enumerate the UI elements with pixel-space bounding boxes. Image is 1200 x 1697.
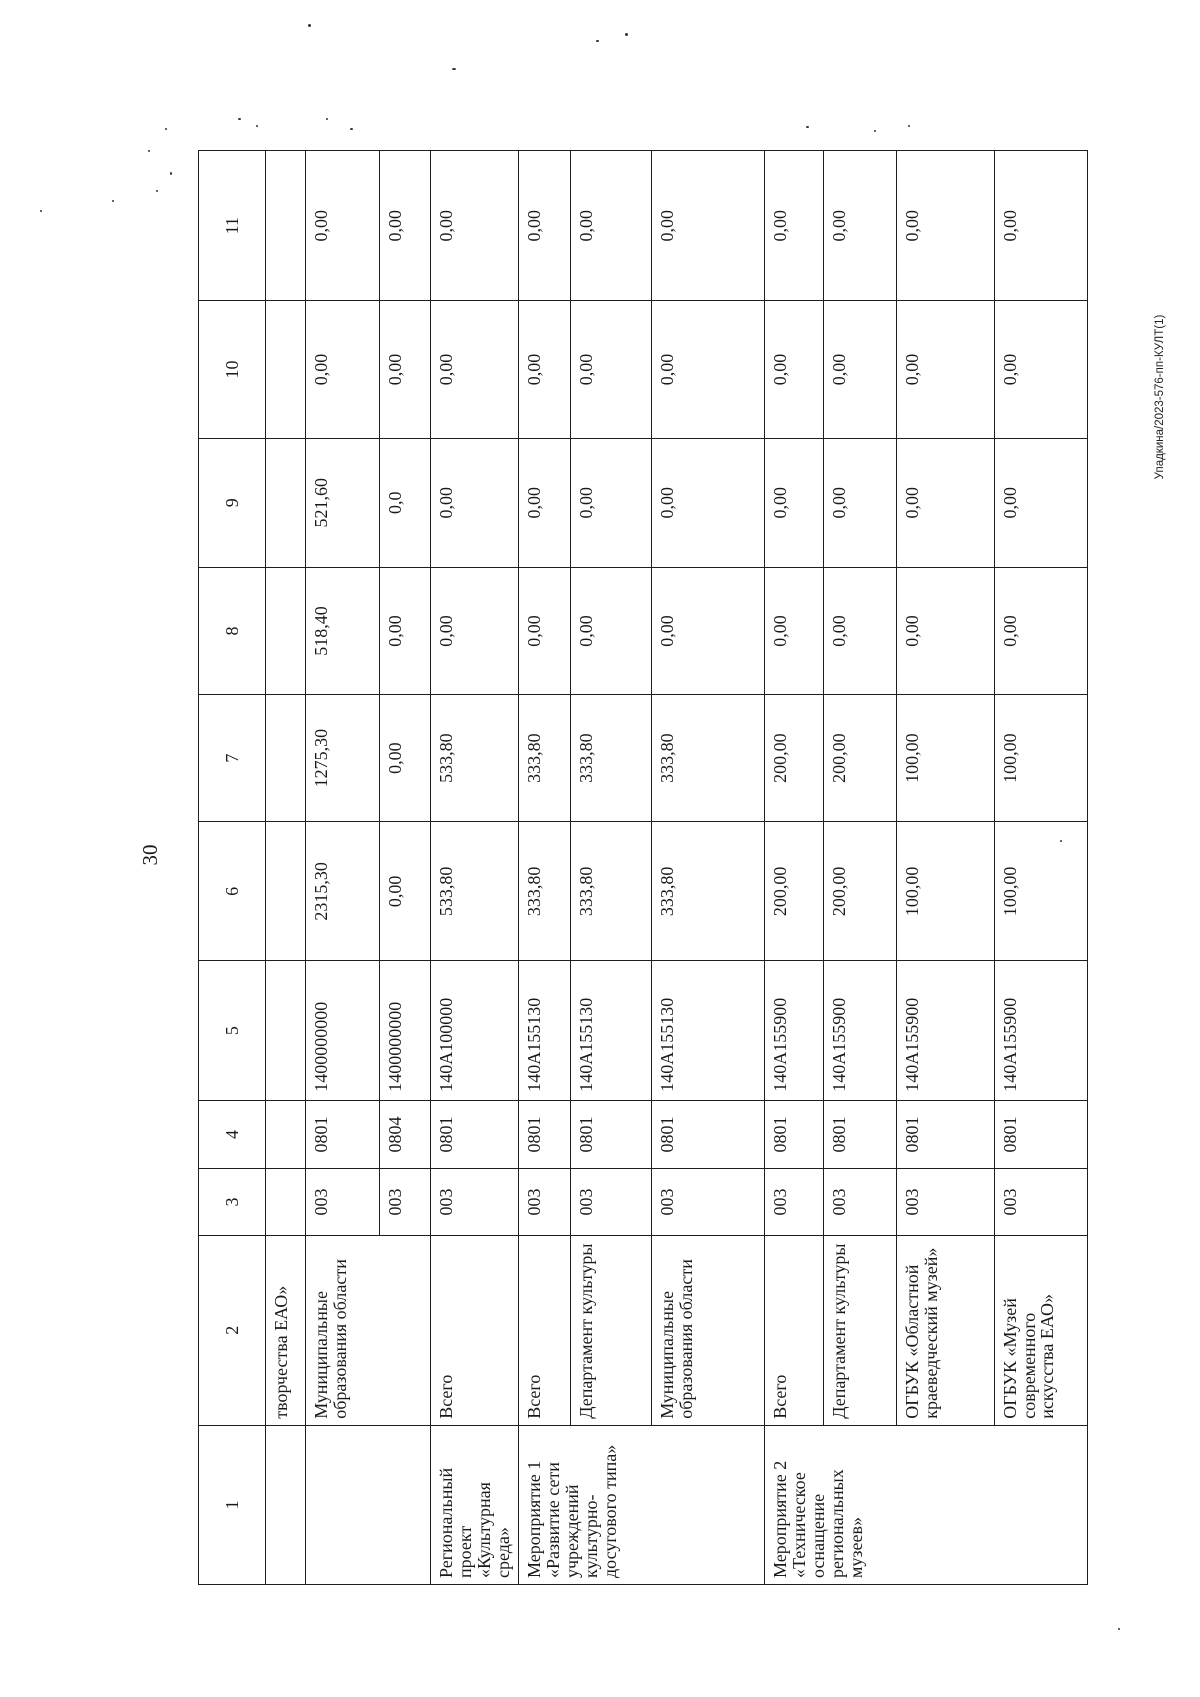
amount-year4-cell: 0,00 xyxy=(994,301,1087,438)
amount-total-cell: 100,00 xyxy=(897,822,994,961)
amount-year1-cell: 533,80 xyxy=(431,695,519,822)
csr-cell: 140А100000 xyxy=(431,961,519,1100)
amount-year1-cell: 100,00 xyxy=(994,695,1087,822)
rzpr-cell: 0801 xyxy=(570,1100,651,1169)
scan-speck xyxy=(596,40,599,42)
amount-year3-cell: 0,00 xyxy=(824,438,897,567)
rzpr-cell: 0801 xyxy=(897,1100,994,1169)
amount-total-cell: 533,80 xyxy=(431,822,519,961)
column-number: 1 xyxy=(199,1425,266,1584)
grbs-cell: 003 xyxy=(570,1169,651,1235)
amount-year2-cell: 0,00 xyxy=(651,567,765,694)
column-number: 7 xyxy=(199,695,266,822)
row-title-cell: Мероприятие 1 «Развитие сети учреждений культурно-досугового типа» xyxy=(519,1425,765,1584)
executor-cell: Всего xyxy=(765,1235,824,1425)
amount-year2-cell: 0,00 xyxy=(824,567,897,694)
column-number: 6 xyxy=(199,822,266,961)
amount-year5-cell: 0,00 xyxy=(306,151,379,301)
scan-speck xyxy=(40,210,42,212)
scan-speck xyxy=(112,200,114,202)
amount-year1-cell: 333,80 xyxy=(651,695,765,822)
executor-cell: ОГБУК «Областной краеведческий музей» xyxy=(897,1235,994,1425)
executor-cell: Муниципальные образования области xyxy=(651,1235,765,1425)
amount-year4-cell: 0,00 xyxy=(306,301,379,438)
rzpr-cell: 0801 xyxy=(824,1100,897,1169)
executor-cell: Всего xyxy=(431,1235,519,1425)
scan-speck xyxy=(238,118,241,120)
amount-year1-cell: 333,80 xyxy=(519,695,571,822)
scan-speck xyxy=(350,128,353,130)
grbs-cell: 003 xyxy=(897,1169,994,1235)
amount-year1-cell: 0,00 xyxy=(379,695,431,822)
grbs-cell: 003 xyxy=(994,1169,1087,1235)
amount-year5-cell: 0,00 xyxy=(431,151,519,301)
amount-year4-cell: 0,00 xyxy=(824,301,897,438)
amount-year1-cell: 100,00 xyxy=(897,695,994,822)
csr-cell: 140А155130 xyxy=(651,961,765,1100)
scan-speck xyxy=(1118,1628,1120,1630)
amount-total-cell: 200,00 xyxy=(765,822,824,961)
rzpr-cell: 0801 xyxy=(431,1100,519,1169)
amount-year2-cell: 0,00 xyxy=(519,567,571,694)
amount-year2-cell: 0,00 xyxy=(431,567,519,694)
scan-speck xyxy=(1060,840,1062,842)
executor-cell: творчества ЕАО» xyxy=(265,1235,306,1425)
amount-year3-cell: 0,00 xyxy=(519,438,571,567)
amount-total-cell: 2315,30 xyxy=(306,822,379,961)
grbs-cell: 003 xyxy=(431,1169,519,1235)
csr-cell: 1400000000 xyxy=(379,961,431,1100)
table-row xyxy=(431,151,519,1585)
scan-speck xyxy=(452,68,456,70)
amount-year4-cell: 0,00 xyxy=(570,301,651,438)
amount-year5-cell: 0,00 xyxy=(765,151,824,301)
table-row xyxy=(824,151,897,1585)
amount-year4-cell: 0,00 xyxy=(765,301,824,438)
amount-total-cell xyxy=(265,822,306,961)
row-title-cell xyxy=(306,1425,431,1584)
csr-cell xyxy=(265,961,306,1100)
executor-cell: Всего xyxy=(519,1235,571,1425)
grbs-cell xyxy=(265,1169,306,1235)
amount-year2-cell: 0,00 xyxy=(765,567,824,694)
amount-year5-cell: 0,00 xyxy=(897,151,994,301)
amount-year3-cell: 0,00 xyxy=(765,438,824,567)
amount-year2-cell: 0,00 xyxy=(570,567,651,694)
amount-year5-cell: 0,00 xyxy=(824,151,897,301)
amount-total-cell: 100,00 xyxy=(994,822,1087,961)
column-number-row xyxy=(199,151,266,1585)
column-number: 10 xyxy=(199,301,266,438)
table-row xyxy=(519,151,571,1585)
scan-speck xyxy=(165,128,167,130)
amount-year5-cell: 0,00 xyxy=(994,151,1087,301)
amount-year5-cell: 0,00 xyxy=(379,151,431,301)
amount-year3-cell: 0,00 xyxy=(651,438,765,567)
amount-year4-cell: 0,00 xyxy=(431,301,519,438)
scan-speck xyxy=(806,126,809,128)
amount-year5-cell: 0,00 xyxy=(651,151,765,301)
scan-speck xyxy=(156,190,158,192)
amount-year3-cell: 0,00 xyxy=(897,438,994,567)
amount-year5-cell xyxy=(265,151,306,301)
amount-year4-cell: 0,00 xyxy=(379,301,431,438)
row-title-cell xyxy=(265,1425,306,1584)
scan-speck xyxy=(625,33,628,36)
amount-total-cell: 333,80 xyxy=(570,822,651,961)
amount-year3-cell: 0,0 xyxy=(379,438,431,567)
column-number: 3 xyxy=(199,1169,266,1235)
rzpr-cell xyxy=(265,1100,306,1169)
csr-cell: 140А155900 xyxy=(897,961,994,1100)
csr-cell: 140А155130 xyxy=(519,961,571,1100)
amount-year3-cell: 0,00 xyxy=(431,438,519,567)
table-row xyxy=(265,151,306,1585)
amount-year3-cell: 0,00 xyxy=(994,438,1087,567)
rzpr-cell: 0801 xyxy=(765,1100,824,1169)
amount-total-cell: 200,00 xyxy=(824,822,897,961)
amount-year4-cell: 0,00 xyxy=(519,301,571,438)
rzpr-cell: 0804 xyxy=(379,1100,431,1169)
budget-table xyxy=(198,150,1088,1585)
amount-year3-cell: 0,00 xyxy=(570,438,651,567)
table-row xyxy=(570,151,651,1585)
scan-speck xyxy=(908,125,910,127)
column-number: 11 xyxy=(199,151,266,301)
row-title-cell: Мероприятие 2 «Техническое оснащение региональных музеев» xyxy=(765,1425,1088,1584)
csr-cell: 140А155900 xyxy=(824,961,897,1100)
table-row xyxy=(994,151,1087,1585)
column-number: 5 xyxy=(199,961,266,1100)
table-row xyxy=(306,151,379,1585)
amount-year4-cell: 0,00 xyxy=(897,301,994,438)
page-number: 30 xyxy=(138,844,162,866)
amount-year1-cell: 200,00 xyxy=(765,695,824,822)
amount-year3-cell: 521,60 xyxy=(306,438,379,567)
grbs-cell: 003 xyxy=(379,1169,431,1235)
executor-cell: Департамент культуры xyxy=(824,1235,897,1425)
document-code: Упадкина/2023-576-пп-КУЛТ(1) xyxy=(1154,314,1166,480)
csr-cell: 140А155900 xyxy=(765,961,824,1100)
executor-cell: ОГБУК «Музей современного искусства ЕАО» xyxy=(994,1235,1087,1425)
amount-year5-cell: 0,00 xyxy=(519,151,571,301)
amount-year2-cell: 0,00 xyxy=(994,567,1087,694)
amount-total-cell: 0,00 xyxy=(379,822,431,961)
column-number: 9 xyxy=(199,438,266,567)
amount-year4-cell xyxy=(265,301,306,438)
column-number: 8 xyxy=(199,567,266,694)
amount-year1-cell: 200,00 xyxy=(824,695,897,822)
amount-total-cell: 333,80 xyxy=(651,822,765,961)
csr-cell: 1400000000 xyxy=(306,961,379,1100)
rzpr-cell: 0801 xyxy=(651,1100,765,1169)
rzpr-cell: 0801 xyxy=(519,1100,571,1169)
rzpr-cell: 0801 xyxy=(306,1100,379,1169)
grbs-cell: 003 xyxy=(651,1169,765,1235)
amount-year3-cell xyxy=(265,438,306,567)
column-number: 2 xyxy=(199,1235,266,1425)
amount-year4-cell: 0,00 xyxy=(651,301,765,438)
scan-speck xyxy=(170,172,172,175)
amount-year1-cell xyxy=(265,695,306,822)
table-row xyxy=(651,151,765,1585)
amount-year2-cell: 0,00 xyxy=(897,567,994,694)
amount-year1-cell: 1275,30 xyxy=(306,695,379,822)
table-row xyxy=(765,151,824,1585)
scan-speck xyxy=(256,125,258,127)
amount-total-cell: 333,80 xyxy=(519,822,571,961)
grbs-cell: 003 xyxy=(306,1169,379,1235)
rzpr-cell: 0801 xyxy=(994,1100,1087,1169)
row-title-cell: Региональный проект «Культурная среда» xyxy=(431,1425,519,1584)
scan-speck xyxy=(148,150,150,152)
csr-cell: 140А155130 xyxy=(570,961,651,1100)
amount-year5-cell: 0,00 xyxy=(570,151,651,301)
amount-year2-cell: 518,40 xyxy=(306,567,379,694)
amount-year2-cell: 0,00 xyxy=(379,567,431,694)
amount-year2-cell xyxy=(265,567,306,694)
scan-speck xyxy=(308,24,311,27)
scan-speck xyxy=(326,118,328,120)
grbs-cell: 003 xyxy=(519,1169,571,1235)
executor-cell: Муниципальные образования области xyxy=(306,1235,431,1425)
scan-speck xyxy=(874,130,876,132)
column-number: 4 xyxy=(199,1100,266,1169)
grbs-cell: 003 xyxy=(824,1169,897,1235)
rotated-table-container xyxy=(198,150,1088,1585)
table-row xyxy=(897,151,994,1585)
grbs-cell: 003 xyxy=(765,1169,824,1235)
amount-year1-cell: 333,80 xyxy=(570,695,651,822)
csr-cell: 140А155900 xyxy=(994,961,1087,1100)
executor-cell: Департамент культуры xyxy=(570,1235,651,1425)
